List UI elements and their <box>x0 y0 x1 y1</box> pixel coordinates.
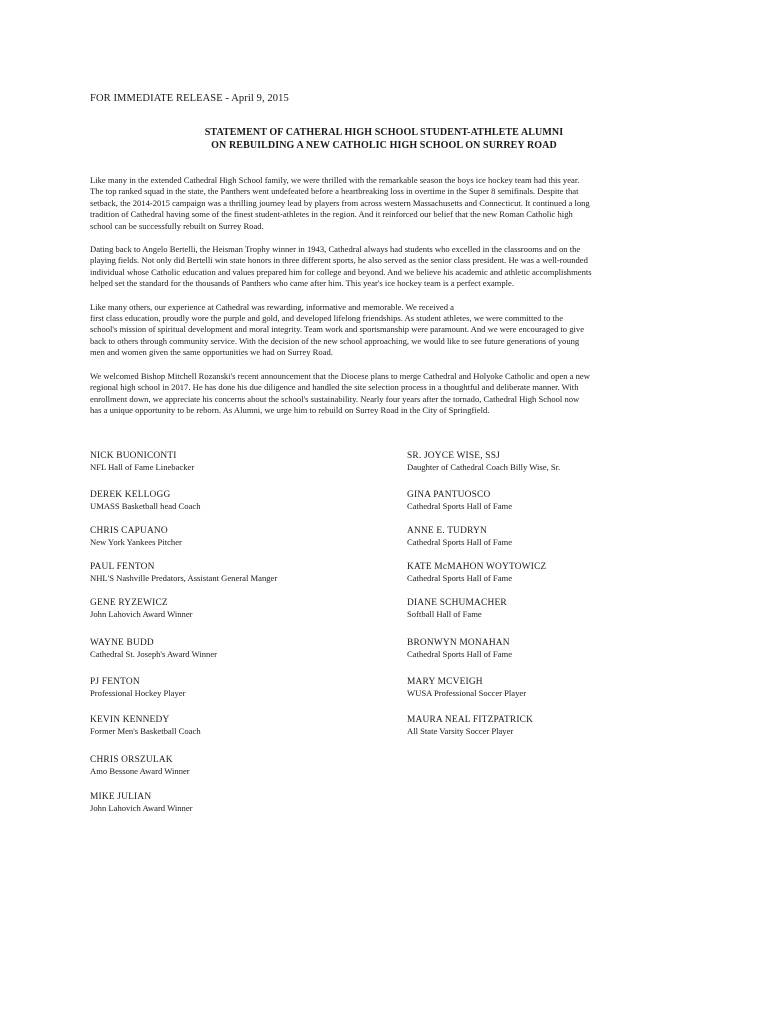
paragraph-line: has a unique opportunity to be reborn. As Alumni, we urge him to rebuild on Surrey Road in the City of Springfield. <box>90 404 490 415</box>
signatory-name: MAURA NEAL FITZPATRICK <box>407 715 534 725</box>
signatory-name: KEVIN KENNEDY <box>90 715 170 725</box>
paragraph-line: school can be successfully rebuilt on Surrey Road. <box>90 220 264 231</box>
signatory <box>90 561 390 584</box>
signatory-role: John Lahovich Award Winner <box>90 609 193 619</box>
paragraph-line: school's mission of spiritual development and moral integrity. Team work and sportsmanship were paramount. And we were encouraged to give <box>90 324 585 335</box>
paragraph-line: setback, the 2014-2015 campaign was a thrilling journey lead by players from across western Massachusetts and Connecticut. It continued a long <box>90 197 590 208</box>
signatory <box>90 676 390 699</box>
statement-title-line-1: STATEMENT OF CATHERAL HIGH SCHOOL STUDENT-ATHLETE ALUMNI <box>204 127 564 138</box>
signatory-role: Cathedral Sports Hall of Fame <box>407 537 513 547</box>
paragraph-line: We welcomed Bishop Mitchell Rozanski's recent announcement that the Diocese plans to merge Cathedral and Holyoke Catholic and open a new <box>90 370 590 381</box>
signatory-name: PJ FENTON <box>90 677 140 687</box>
signatory-name: CHRIS ORSZULAK <box>90 755 173 765</box>
paragraph-line: helped set the standard for the thousands of Panthers who came after him. This year's ice hockey team is a perfect example. <box>90 278 515 289</box>
signatory-name: DIANE SCHUMACHER <box>407 598 507 608</box>
paragraph-line: tradition of Cathedral having some of the finest student-athletes in the region. And it reinforced our belief that the new Roman Catholic high <box>90 209 573 220</box>
paragraph-bishop <box>90 371 694 417</box>
signatory-role: UMASS Basketball head Coach <box>90 501 201 511</box>
signatory-name: GENE RYZEWICZ <box>90 598 168 608</box>
signatory-name: PAUL FENTON <box>90 562 155 572</box>
signatory-role: Cathedral St. Joseph's Award Winner <box>90 649 217 659</box>
signatory <box>407 561 707 584</box>
signatory-role: NFL Hall of Fame Linebacker <box>90 462 195 472</box>
paragraph-experience <box>90 302 694 359</box>
signatory <box>90 791 390 814</box>
signatory <box>90 450 390 473</box>
signatory <box>90 714 390 737</box>
paragraph-line: enrollment down, we appreciate his concerns about the school's sustainability. Nearly four years after the tornado, Cathedral High School now <box>90 393 580 404</box>
paragraph-line: individual whose Catholic education and values prepared him for college and beyond. And we believe his academic and athletic accomplishments <box>90 266 592 277</box>
signatory-role: Former Men's Basketball Coach <box>90 726 201 736</box>
statement-body <box>90 175 694 428</box>
statement-title-line-2: ON REBUILDING A NEW CATHOLIC HIGH SCHOOL ON SURREY ROAD <box>211 140 557 151</box>
signatory <box>90 637 390 660</box>
release-date-line: FOR IMMEDIATE RELEASE - April 9, 2015 <box>90 93 289 104</box>
signatory-name: GINA PANTUOSCO <box>407 490 491 500</box>
signatory <box>90 754 390 777</box>
signatory <box>407 450 707 473</box>
signatory <box>90 597 390 620</box>
paragraph-line: back to others through community service. With the decision of the new school approaching, we would like to see future generations of young <box>90 335 580 346</box>
signatory-name: DEREK KELLOGG <box>90 490 171 500</box>
signatory-role: Cathedral Sports Hall of Fame <box>407 573 513 583</box>
paragraph-bertelli <box>90 244 694 290</box>
signatory-role: Softball Hall of Fame <box>407 609 482 619</box>
signatory <box>407 597 707 620</box>
paragraph-line: men and women given the same opportunities we had on Surrey Road. <box>90 347 333 358</box>
signatory-name: CHRIS CAPUANO <box>90 526 168 536</box>
paragraph-line: Dating back to Angelo Bertelli, the Heisman Trophy winner in 1943, Cathedral always had students who excelled in the classrooms and on the <box>90 244 581 255</box>
paragraph-line: Like many others, our experience at Cathedral was rewarding, informative and memorable. We received a <box>90 301 454 312</box>
signatory-role: John Lahovich Award Winner <box>90 803 193 813</box>
signatory-role: New York Yankees Pitcher <box>90 537 182 547</box>
signatory <box>407 637 707 660</box>
paragraph-line: Like many in the extended Cathedral High School family, we were thrilled with the remarkable season the boys ice hockey team had this year. <box>90 175 580 185</box>
signatory <box>90 525 390 548</box>
signatory-name: KATE McMAHON WOYTOWICZ <box>407 562 547 572</box>
signatory-role: Cathedral Sports Hall of Fame <box>407 649 513 659</box>
signatory <box>90 489 390 512</box>
signatory-name: MIKE JULIAN <box>90 792 152 802</box>
signatory-role: WUSA Professional Soccer Player <box>407 688 527 698</box>
signatory-role: All State Varsity Soccer Player <box>407 726 514 736</box>
paragraph-line: regional high school in 2017. He has done his due diligence and handled the site selection process in a thoughtful and deliberate manner. With <box>90 382 579 393</box>
signatory <box>407 489 707 512</box>
paragraph-line: playing fields. Not only did Bertelli win state honors in three different sports, he also served as the senior class president. He was a well-rounded <box>90 255 588 266</box>
signatory-name: WAYNE BUDD <box>90 638 154 648</box>
signatory <box>407 714 707 737</box>
paragraph-hockey-season <box>90 175 694 232</box>
signatory <box>407 676 707 699</box>
signatory-role: Daughter of Cathedral Coach Billy Wise, Sr. <box>407 462 561 472</box>
signatory-role: Amo Bessone Award Winner <box>90 766 190 776</box>
signatory-name: NICK BUONICONTI <box>90 451 177 461</box>
signatory-name: ANNE E. TUDRYN <box>407 526 487 536</box>
signatory <box>407 525 707 548</box>
signatory-name: BRONWYN MONAHAN <box>407 638 510 648</box>
signatory-role: Cathedral Sports Hall of Fame <box>407 501 513 511</box>
paragraph-line: The top ranked squad in the state, the Panthers went undefeated before a heartbreaking loss in overtime in the Super 8 semifinals. Despite that <box>90 186 579 197</box>
signatory-name: MARY MCVEIGH <box>407 677 483 687</box>
signatory-role: Professional Hockey Player <box>90 688 186 698</box>
signatory-name: SR. JOYCE WISE, SSJ <box>407 451 500 461</box>
paragraph-line: first class education, proudly wore the purple and gold, and developed lifelong friendships. As student athletes, we were committed to the <box>90 313 564 324</box>
signatory-role: NHL'S Nashville Predators, Assistant General Manger <box>90 573 278 583</box>
